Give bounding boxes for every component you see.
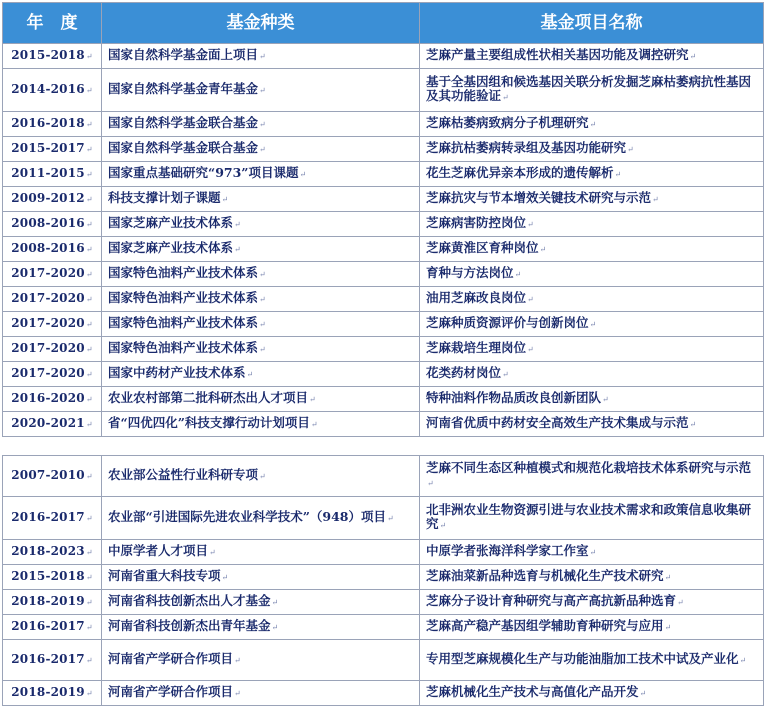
table-header-row (3, 3, 764, 44)
project-name-cell (420, 362, 764, 387)
return-mark-icon: ↵ (85, 52, 93, 61)
return-mark-icon: ↵ (85, 345, 93, 354)
return-mark-icon: ↵ (259, 295, 266, 304)
year-cell-text: 2016-2017 (11, 619, 85, 633)
fund-type-cell-text: 国家重点基础研究“973”项目课题 (108, 165, 299, 180)
return-mark-icon: ↵ (271, 623, 279, 632)
table-row (3, 137, 764, 162)
project-name-cell-text: 油用芝麻改良岗位 (426, 290, 527, 305)
project-name-cell-text: 芝麻分子设计育种研究与高产高抗新品种选育 (426, 593, 677, 608)
project-name-cell-text: 芝麻栽培生理岗位 (426, 340, 527, 355)
funding-table-secondary (2, 455, 764, 706)
fund-type-cell-text: 河南省产学研合作项目 (108, 651, 234, 666)
project-name-cell (420, 237, 764, 262)
return-mark-icon: ↵ (602, 395, 609, 404)
year-cell (3, 681, 102, 706)
table-row (3, 237, 764, 262)
table-row (3, 640, 764, 681)
fund-type-cell (102, 387, 420, 412)
return-mark-icon: ↵ (85, 573, 93, 582)
project-name-cell-text: 芝麻病害防控岗位 (426, 215, 527, 230)
return-mark-icon: ↵ (85, 220, 93, 229)
fund-type-cell-text: 河南省重大科技专项 (108, 568, 221, 583)
year-cell-text: 2016-2017 (11, 510, 85, 524)
return-mark-icon: ↵ (664, 573, 672, 582)
table-row (3, 387, 764, 412)
project-name-cell (420, 590, 764, 615)
return-mark-icon: ↵ (85, 420, 93, 429)
project-name-cell (420, 681, 764, 706)
year-cell-text: 2008-2016 (11, 216, 85, 230)
return-mark-icon: ↵ (234, 656, 241, 665)
return-mark-icon: ↵ (85, 270, 93, 279)
project-name-cell (420, 615, 764, 640)
year-cell-text: 2017-2020 (11, 366, 85, 380)
year-cell (3, 456, 102, 497)
project-name-cell-text: 芝麻抗灾与节本增效关键技术研究与示范 (426, 190, 652, 205)
year-cell (3, 412, 102, 437)
table-row (3, 565, 764, 590)
project-name-cell-text: 河南省优质中药材安全高效生产技术集成与示范 (426, 415, 689, 430)
table-body-secondary (3, 456, 764, 706)
table-row (3, 44, 764, 69)
project-name-cell-text: 芝麻产量主要组成性状相关基因功能及调控研究 (426, 47, 689, 62)
return-mark-icon: ↵ (739, 656, 747, 665)
return-mark-icon: ↵ (502, 370, 509, 379)
year-cell-text: 2008-2016 (11, 241, 85, 255)
project-name-cell-text: 芝麻机械化生产技术与高值化产品开发 (426, 684, 639, 699)
project-name-cell (420, 137, 764, 162)
year-cell-text: 2018-2023 (11, 544, 85, 558)
year-cell-text: 2018-2019 (11, 594, 85, 608)
table-row (3, 456, 764, 497)
fund-type-cell (102, 237, 420, 262)
return-mark-icon: ↵ (234, 245, 241, 254)
year-cell (3, 387, 102, 412)
fund-type-cell (102, 590, 420, 615)
return-mark-icon: ↵ (259, 145, 266, 154)
table-row (3, 312, 764, 337)
project-name-cell (420, 187, 764, 212)
year-cell-text: 2015-2018 (11, 48, 85, 62)
project-name-cell-text: 基于全基因组和候选基因关联分析发掘芝麻枯萎病抗性基因及其功能验证 (426, 74, 752, 103)
year-cell (3, 162, 102, 187)
fund-type-cell-text: 省“四优四化”科技支撑行动计划项目 (108, 415, 310, 430)
fund-type-cell-text: 河南省科技创新杰出人才基金 (108, 593, 271, 608)
year-cell-text: 2017-2020 (11, 341, 85, 355)
return-mark-icon: ↵ (259, 52, 266, 61)
return-mark-icon: ↵ (85, 170, 93, 179)
fund-type-cell-text: 河南省产学研合作项目 (108, 684, 234, 699)
table-row (3, 615, 764, 640)
fund-type-cell-text: 河南省科技创新杰出青年基金 (108, 618, 271, 633)
year-cell-text: 2017-2020 (11, 316, 85, 330)
return-mark-icon: ↵ (259, 270, 266, 279)
project-name-cell (420, 287, 764, 312)
year-cell-text: 2011-2015 (11, 166, 85, 180)
project-name-cell (420, 387, 764, 412)
fund-type-cell (102, 312, 420, 337)
fund-type-cell (102, 137, 420, 162)
year-cell (3, 640, 102, 681)
fund-type-cell-text: 国家自然科学基金青年基金 (108, 81, 259, 96)
year-cell-text: 2017-2020 (11, 291, 85, 305)
fund-type-cell (102, 69, 420, 112)
return-mark-icon: ↵ (259, 345, 266, 354)
project-name-cell (420, 412, 764, 437)
return-mark-icon: ↵ (85, 295, 93, 304)
project-name-cell (420, 44, 764, 69)
project-name-cell (420, 212, 764, 237)
fund-type-cell (102, 187, 420, 212)
fund-type-cell-text: 中原学者人才项目 (108, 543, 209, 558)
fund-type-cell (102, 540, 420, 565)
year-cell (3, 362, 102, 387)
return-mark-icon: ↵ (589, 548, 597, 557)
year-cell (3, 44, 102, 69)
project-name-cell (420, 262, 764, 287)
year-cell-text: 2018-2019 (11, 685, 85, 699)
fund-type-cell (102, 615, 420, 640)
year-cell-text: 2020-2021 (11, 416, 85, 430)
return-mark-icon: ↵ (502, 93, 509, 102)
table-row (3, 540, 764, 565)
project-name-cell-text: 芝麻抗枯萎病转录组及基因功能研究 (426, 140, 627, 155)
table-row (3, 497, 764, 540)
fund-type-cell (102, 44, 420, 69)
table-row (3, 187, 764, 212)
year-cell (3, 565, 102, 590)
return-mark-icon: ↵ (386, 514, 394, 523)
return-mark-icon: ↵ (85, 86, 93, 95)
project-name-cell (420, 497, 764, 540)
project-name-cell (420, 69, 764, 112)
return-mark-icon: ↵ (221, 573, 229, 582)
return-mark-icon: ↵ (259, 120, 266, 129)
table-row (3, 69, 764, 112)
year-cell-text: 2016-2018 (11, 116, 85, 130)
return-mark-icon: ↵ (589, 120, 597, 129)
year-cell (3, 540, 102, 565)
fund-type-cell-text: 国家自然科学基金联合基金 (108, 140, 259, 155)
fund-type-cell-text: 国家特色油料产业技术体系 (108, 265, 259, 280)
return-mark-icon: ↵ (299, 170, 307, 179)
return-mark-icon: ↵ (310, 420, 318, 429)
fund-type-cell (102, 337, 420, 362)
fund-type-cell-text: 国家中药材产业技术体系 (108, 365, 246, 380)
year-cell (3, 590, 102, 615)
return-mark-icon: ↵ (627, 145, 634, 154)
funding-table-primary (2, 2, 764, 437)
year-cell-text: 2016-2017 (11, 652, 85, 666)
year-cell (3, 262, 102, 287)
fund-type-cell (102, 412, 420, 437)
year-cell (3, 497, 102, 540)
return-mark-icon: ↵ (85, 623, 93, 632)
return-mark-icon: ↵ (85, 598, 93, 607)
return-mark-icon: ↵ (664, 623, 672, 632)
return-mark-icon: ↵ (271, 598, 279, 607)
fund-type-cell (102, 262, 420, 287)
return-mark-icon: ↵ (85, 472, 93, 481)
fund-type-cell-text: 国家特色油料产业技术体系 (108, 340, 259, 355)
return-mark-icon: ↵ (85, 195, 93, 204)
year-cell-text: 2009-2012 (11, 191, 85, 205)
project-name-cell-text: 芝麻油菜新品种选育与机械化生产技术研究 (426, 568, 664, 583)
year-cell (3, 112, 102, 137)
return-mark-icon: ↵ (85, 120, 93, 129)
year-cell (3, 237, 102, 262)
fund-type-cell-text: 科技支撑计划子课题 (108, 190, 221, 205)
return-mark-icon: ↵ (85, 548, 93, 557)
return-mark-icon: ↵ (677, 598, 684, 607)
year-cell-text: 2017-2020 (11, 266, 85, 280)
return-mark-icon: ↵ (85, 320, 93, 329)
year-cell-text: 2007-2010 (11, 468, 85, 482)
fund-type-cell-text: 国家特色油料产业技术体系 (108, 290, 259, 305)
project-name-cell (420, 640, 764, 681)
fund-type-cell (102, 497, 420, 540)
year-cell (3, 137, 102, 162)
return-mark-icon: ↵ (85, 656, 93, 665)
project-name-cell-text: 芝麻黄淮区育种岗位 (426, 240, 539, 255)
year-cell (3, 337, 102, 362)
return-mark-icon: ↵ (527, 295, 534, 304)
table-row (3, 590, 764, 615)
table-row (3, 212, 764, 237)
return-mark-icon: ↵ (309, 395, 316, 404)
project-name-cell-text: 花类药材岗位 (426, 365, 502, 380)
return-mark-icon: ↵ (85, 395, 93, 404)
return-mark-icon: ↵ (514, 270, 522, 279)
project-name-cell-text: 育种与方法岗位 (426, 265, 514, 280)
return-mark-icon: ↵ (85, 514, 93, 523)
fund-type-cell-text: 农业部公益性行业科研专项 (108, 467, 259, 482)
fund-type-cell (102, 112, 420, 137)
return-mark-icon: ↵ (246, 370, 254, 379)
return-mark-icon: ↵ (689, 52, 697, 61)
fund-type-cell-text: 国家芝麻产业技术体系 (108, 240, 234, 255)
year-cell (3, 187, 102, 212)
header-year: 年 度 (3, 3, 102, 44)
return-mark-icon: ↵ (259, 320, 266, 329)
project-name-cell (420, 312, 764, 337)
project-name-cell-text: 中原学者张海洋科学家工作室 (426, 543, 589, 558)
fund-type-cell-text: 国家自然科学基金联合基金 (108, 115, 259, 130)
fund-type-cell (102, 362, 420, 387)
return-mark-icon: ↵ (652, 195, 659, 204)
return-mark-icon: ↵ (439, 521, 447, 530)
project-name-cell-text: 花生芝麻优异亲本形成的遗传解析 (426, 165, 614, 180)
fund-type-cell (102, 212, 420, 237)
return-mark-icon: ↵ (85, 370, 93, 379)
fund-type-cell-text: 国家自然科学基金面上项目 (108, 47, 259, 62)
return-mark-icon: ↵ (689, 420, 697, 429)
table-row (3, 162, 764, 187)
project-name-cell (420, 540, 764, 565)
project-name-cell (420, 162, 764, 187)
project-name-cell-text: 芝麻枯萎病致病分子机理研究 (426, 115, 589, 130)
fund-type-cell (102, 681, 420, 706)
project-name-cell-text: 专用型芝麻规模化生产与功能油脂加工技术中试及产业化 (426, 651, 739, 666)
return-mark-icon: ↵ (85, 145, 93, 154)
fund-type-cell (102, 640, 420, 681)
header-fund-type: 基金种类 (102, 3, 420, 44)
project-name-cell (420, 112, 764, 137)
fund-type-cell (102, 287, 420, 312)
project-name-cell-text: 芝麻高产稳产基因组学辅助育种研究与应用 (426, 618, 664, 633)
project-name-cell (420, 337, 764, 362)
fund-type-cell-text: 国家特色油料产业技术体系 (108, 315, 259, 330)
year-cell-text: 2014-2016 (11, 82, 85, 96)
table-row (3, 412, 764, 437)
year-cell (3, 312, 102, 337)
fund-type-cell (102, 162, 420, 187)
fund-type-cell-text: 农业部“引进国际先进农业科学技术”（948）项目 (108, 509, 386, 524)
fund-type-cell (102, 565, 420, 590)
project-name-cell-text: 芝麻不同生态区种植模式和规范化栽培技术体系研究与示范 (426, 460, 752, 475)
return-mark-icon: ↵ (221, 195, 229, 204)
year-cell (3, 69, 102, 112)
project-name-cell-text: 芝麻种质资源评价与创新岗位 (426, 315, 589, 330)
year-cell (3, 287, 102, 312)
table-row (3, 262, 764, 287)
year-cell (3, 212, 102, 237)
project-name-cell (420, 565, 764, 590)
table-row (3, 362, 764, 387)
year-cell-text: 2015-2017 (11, 141, 85, 155)
year-cell (3, 615, 102, 640)
year-cell-text: 2015-2018 (11, 569, 85, 583)
return-mark-icon: ↵ (259, 86, 266, 95)
return-mark-icon: ↵ (234, 689, 241, 698)
fund-type-cell-text: 农业农村部第二批科研杰出人才项目 (108, 390, 309, 405)
return-mark-icon: ↵ (527, 220, 534, 229)
return-mark-icon: ↵ (259, 472, 266, 481)
return-mark-icon: ↵ (539, 245, 547, 254)
return-mark-icon: ↵ (527, 345, 534, 354)
table-body-primary (3, 44, 764, 437)
return-mark-icon: ↵ (85, 245, 93, 254)
return-mark-icon: ↵ (85, 689, 93, 698)
return-mark-icon: ↵ (234, 220, 241, 229)
header-project-name: 基金项目名称 (420, 3, 764, 44)
fund-type-cell-text: 国家芝麻产业技术体系 (108, 215, 234, 230)
project-name-cell-text: 特种油料作物品质改良创新团队 (426, 390, 602, 405)
table-row (3, 681, 764, 706)
project-name-cell-text: 北非洲农业生物资源引进与农业技术需求和政策信息收集研究 (426, 502, 752, 531)
table-row (3, 287, 764, 312)
return-mark-icon: ↵ (209, 548, 216, 557)
project-name-cell (420, 456, 764, 497)
return-mark-icon: ↵ (589, 320, 597, 329)
return-mark-icon: ↵ (614, 170, 622, 179)
table-row (3, 337, 764, 362)
fund-type-cell (102, 456, 420, 497)
return-mark-icon: ↵ (427, 479, 434, 488)
return-mark-icon: ↵ (639, 689, 647, 698)
year-cell-text: 2016-2020 (11, 391, 85, 405)
table-row (3, 112, 764, 137)
